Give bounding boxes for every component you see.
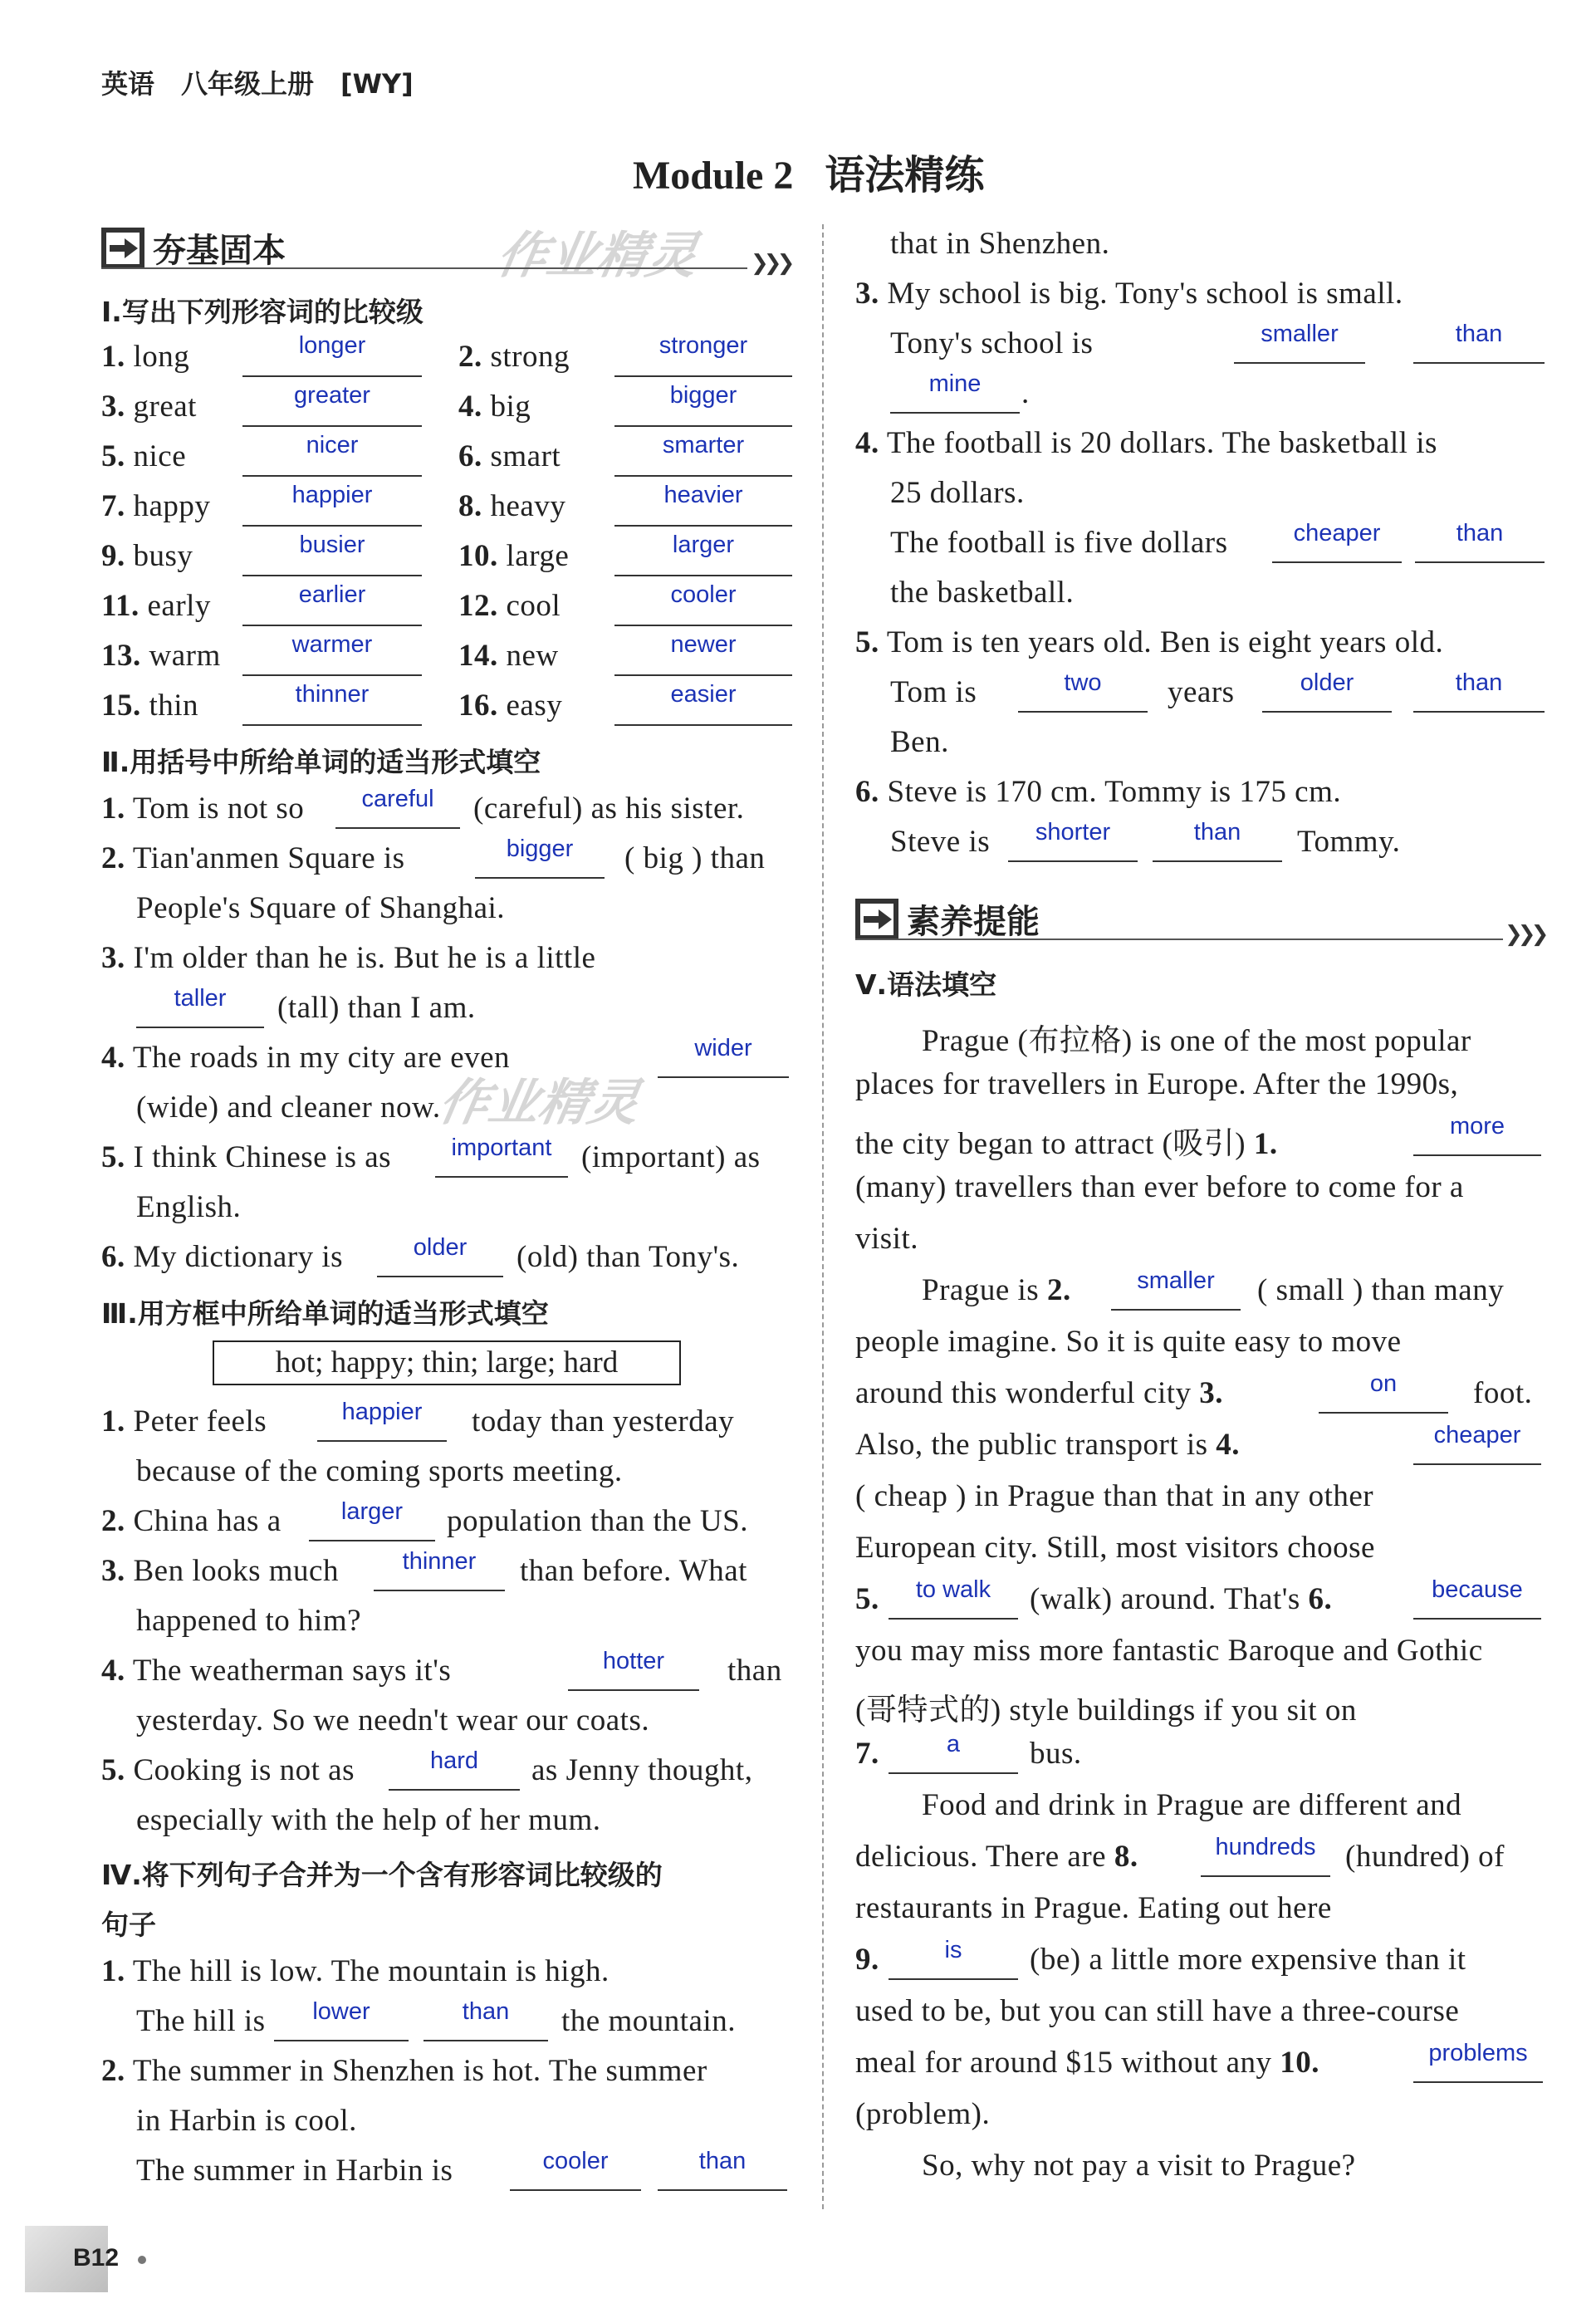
answer-blank[interactable]: taller	[136, 988, 264, 1028]
list-item: 4. big	[458, 390, 531, 424]
answer-blank[interactable]: larger	[614, 535, 792, 576]
part1-heading: Ⅰ.写出下列形容词的比较级	[101, 296, 423, 328]
question-line: (old) than Tony's.	[516, 1240, 740, 1274]
list-item: 14. new	[458, 639, 559, 673]
answer-blank[interactable]: nicer	[242, 435, 422, 477]
passage-line: people imagine. So it is quite easy to move	[855, 1325, 1402, 1359]
passage-line: meal for around $15 without any 10.	[855, 2046, 1320, 2080]
section-header-advance	[855, 895, 1040, 943]
part5-heading: Ⅴ.语法填空	[855, 968, 997, 1001]
answer-blank[interactable]: than	[658, 2151, 787, 2191]
passage-line: Also, the public transport is 4.	[855, 1428, 1241, 1462]
list-item: 11. early	[101, 589, 211, 623]
question-line: 5. Tom is ten years old. Ben is eight years old.	[855, 625, 1444, 659]
question-line: 2. The summer in Shenzhen is hot. The summer	[101, 2054, 707, 2088]
section-title: 素养提能	[907, 903, 1040, 941]
answer-blank[interactable]: important	[435, 1138, 568, 1178]
answer-blank[interactable]: smarter	[614, 435, 792, 477]
answer-blank[interactable]: warmer	[242, 635, 422, 676]
answer-blank[interactable]: than	[1413, 324, 1545, 364]
passage-line: used to be, but you can still have a three-course	[855, 1994, 1460, 2028]
list-item: 13. warm	[101, 639, 221, 673]
answer-blank[interactable]: careful	[335, 789, 460, 829]
page-number: B12	[73, 2244, 120, 2272]
passage-line: restaurants in Prague. Eating out here	[855, 1891, 1332, 1925]
answer-blank[interactable]: heavier	[614, 485, 792, 527]
question-line: Tony's school is	[890, 326, 1094, 360]
part4-heading: Ⅳ.将下列句子合并为一个含有形容词比较级的	[101, 1859, 663, 1891]
passage-line: you may miss more fantastic Baroque and Gothic	[855, 1634, 1483, 1668]
question-line: especially with the help of her mum.	[136, 1803, 601, 1837]
answer-blank[interactable]: older	[377, 1237, 503, 1277]
question-line: (wide) and cleaner now.	[136, 1090, 441, 1125]
question-line: Ben.	[890, 725, 949, 759]
question-line: Tommy.	[1297, 825, 1401, 859]
answer-blank[interactable]: earlier	[242, 585, 422, 626]
answer-blank[interactable]: a	[889, 1734, 1018, 1774]
question-line: today than yesterday	[472, 1404, 735, 1438]
chevron-icon: ❯❯❯	[751, 251, 791, 276]
question-line: 5. Cooking is not as	[101, 1753, 355, 1787]
part4-heading: 句子	[101, 1909, 156, 1941]
book-header: 英语 八年级上册 [WY]	[101, 68, 414, 100]
section-underline	[855, 939, 1503, 940]
question-line: because of the coming sports meeting.	[136, 1454, 623, 1488]
passage-line: European city. Still, most visitors choose	[855, 1531, 1375, 1565]
list-item: 1. long	[101, 340, 190, 374]
list-item: 6. smart	[458, 439, 561, 473]
passage-line: (walk) around. That's 6.	[1030, 1582, 1333, 1616]
passage-line: bus.	[1030, 1737, 1082, 1771]
answer-blank[interactable]: hard	[389, 1751, 520, 1791]
passage-line: places for travellers in Europe. After the 1990s,	[855, 1067, 1459, 1101]
answer-blank[interactable]: than	[1153, 822, 1282, 862]
answer-blank[interactable]: happier	[317, 1402, 447, 1442]
passage-line: (many) travellers than ever before to come for a	[855, 1170, 1464, 1204]
passage-line: Prague (布拉格) is one of the most popular	[922, 1024, 1471, 1058]
question-line: Tom is	[890, 675, 977, 709]
question-line: 2. China has a	[101, 1504, 282, 1538]
question-line: 3. Ben looks much	[101, 1554, 339, 1588]
answer-blank[interactable]: is	[889, 1940, 1018, 1980]
question-line: 4. The roads in my city are even	[101, 1041, 511, 1075]
answer-blank[interactable]: because	[1413, 1580, 1541, 1620]
question-line: years	[1168, 675, 1235, 709]
question-line: population than the US.	[447, 1504, 748, 1538]
question-line: (tall) than I am.	[277, 991, 476, 1025]
passage-line: ( cheap ) in Prague than that in any other	[855, 1479, 1374, 1513]
section-arrow-icon	[101, 228, 144, 269]
section-arrow-icon	[855, 899, 898, 940]
question-line: English.	[136, 1190, 242, 1224]
list-item: 8. heavy	[458, 489, 566, 523]
question-line: 6. My dictionary is	[101, 1240, 344, 1274]
word-box: hot; happy; thin; large; hard	[213, 1340, 681, 1385]
list-item: 16. easy	[458, 689, 563, 723]
question-line: The hill is	[136, 2004, 266, 2038]
module-subtitle: 语法精练	[825, 152, 985, 198]
question-line: Steve is	[890, 825, 991, 859]
answer-blank[interactable]: than	[423, 2002, 548, 2041]
question-line: than before. What	[520, 1554, 747, 1588]
question-line: 1. The hill is low. The mountain is high.	[101, 1954, 610, 1988]
question-line: that in Shenzhen.	[890, 227, 1110, 261]
answer-blank[interactable]: stronger	[614, 336, 792, 377]
list-item: 15. thin	[101, 689, 199, 723]
question-line: .	[1021, 376, 1030, 410]
page-dot	[138, 2256, 146, 2264]
page-title	[633, 143, 984, 200]
answer-blank[interactable]: cheaper	[1413, 1425, 1541, 1465]
part3-heading: Ⅲ.用方框中所给单词的适当形式填空	[101, 1297, 549, 1330]
passage-line: around this wonderful city 3.	[855, 1376, 1223, 1410]
module-label: Module 2	[633, 154, 794, 198]
answer-blank[interactable]: hotter	[568, 1651, 699, 1691]
question-line: ( big ) than	[624, 841, 766, 875]
answer-blank[interactable]: happier	[242, 485, 422, 527]
question-line: 1. Peter feels	[101, 1404, 267, 1438]
passage-line: So, why not pay a visit to Prague?	[922, 2149, 1356, 2183]
passage-line: (哥特式的) style buildings if you sit on	[855, 1693, 1357, 1728]
question-line: The football is five dollars	[890, 526, 1228, 560]
answer-blank[interactable]: mine	[890, 374, 1020, 414]
list-item: 12. cool	[458, 589, 561, 623]
question-line: 25 dollars.	[890, 476, 1025, 510]
answer-blank[interactable]: wider	[658, 1038, 789, 1078]
question-line: 4. The weatherman says it's	[101, 1654, 452, 1688]
passage-line: delicious. There are 8.	[855, 1840, 1138, 1874]
answer-blank[interactable]: problems	[1413, 2043, 1543, 2083]
question-line: (careful) as his sister.	[473, 791, 745, 826]
answer-blank[interactable]: greater	[242, 385, 422, 427]
passage-line: 9.	[855, 1943, 879, 1977]
list-item: 10. large	[458, 539, 570, 573]
passage-line: (problem).	[855, 2097, 991, 2131]
question-line: happened to him?	[136, 1604, 362, 1638]
question-line: 5. I think Chinese is as	[101, 1140, 392, 1174]
answer-blank[interactable]: cooler	[510, 2151, 641, 2191]
question-line: People's Square of Shanghai.	[136, 891, 506, 925]
question-line: 3. I'm older than he is. But he is a little	[101, 941, 596, 975]
answer-blank[interactable]: smaller	[1111, 1271, 1241, 1311]
answer-blank[interactable]: more	[1413, 1116, 1541, 1156]
passage-line: foot.	[1473, 1376, 1533, 1410]
answer-blank[interactable]: older	[1262, 673, 1392, 713]
passage-line: 7.	[855, 1737, 879, 1771]
answer-blank[interactable]: hundreds	[1201, 1837, 1330, 1877]
answer-blank[interactable]: thinner	[242, 684, 422, 726]
answer-blank[interactable]: cheaper	[1272, 523, 1402, 563]
question-line: in Harbin is cool.	[136, 2104, 357, 2138]
question-line: yesterday. So we needn't wear our coats.	[136, 1703, 650, 1737]
question-line: 2. Tian'anmen Square is	[101, 841, 405, 875]
chevron-icon: ❯❯❯	[1505, 922, 1545, 947]
answer-blank[interactable]: thinner	[374, 1551, 505, 1591]
list-item: 9. busy	[101, 539, 193, 573]
answer-blank[interactable]: shorter	[1008, 822, 1138, 862]
passage-line: (hundred) of	[1345, 1840, 1505, 1874]
section-underline	[101, 267, 747, 269]
answer-blank[interactable]: on	[1319, 1374, 1448, 1414]
answer-blank[interactable]: lower	[274, 2002, 409, 2041]
list-item: 2. strong	[458, 340, 570, 374]
answer-blank[interactable]: cooler	[614, 585, 792, 626]
answer-blank[interactable]: easier	[614, 684, 792, 726]
question-line: than	[727, 1654, 782, 1688]
part2-heading: Ⅱ.用括号中所给单词的适当形式填空	[101, 746, 541, 778]
question-line: the mountain.	[561, 2004, 736, 2038]
list-item: 3. great	[101, 390, 197, 424]
answer-blank[interactable]: than	[1413, 673, 1545, 713]
question-line: 3. My school is big. Tony's school is small.	[855, 277, 1403, 311]
question-line: (important) as	[581, 1140, 761, 1174]
answer-blank[interactable]: to walk	[889, 1580, 1018, 1620]
question-line: the basketball.	[890, 576, 1075, 610]
question-line: as Jenny thought,	[531, 1753, 753, 1787]
section-header-foundation	[101, 224, 286, 272]
column-divider	[822, 224, 824, 2209]
passage-line: 5.	[855, 1582, 879, 1616]
passage-line: visit.	[855, 1222, 918, 1256]
question-line: 6. Steve is 170 cm. Tommy is 175 cm.	[855, 775, 1342, 809]
answer-blank[interactable]: bigger	[614, 385, 792, 427]
watermark: 作业精灵	[492, 227, 703, 285]
answer-blank[interactable]: bigger	[475, 839, 605, 879]
answer-blank[interactable]: larger	[309, 1502, 435, 1541]
watermark: 作业精灵	[433, 1074, 644, 1132]
passage-line: Prague is 2.	[922, 1273, 1071, 1307]
question-line: 1. Tom is not so	[101, 791, 305, 826]
answer-blank[interactable]: busier	[242, 535, 422, 576]
answer-blank[interactable]: than	[1415, 523, 1545, 563]
question-line: The summer in Harbin is	[136, 2154, 453, 2188]
passage-line: (be) a little more expensive than it	[1030, 1943, 1466, 1977]
answer-blank[interactable]: longer	[242, 336, 422, 377]
passage-line: the city began to attract (吸引) 1.	[855, 1127, 1278, 1161]
answer-blank[interactable]: newer	[614, 635, 792, 676]
passage-line: ( small ) than many	[1257, 1273, 1505, 1307]
question-line: 4. The football is 20 dollars. The basketball is	[855, 426, 1437, 460]
list-item: 5. nice	[101, 439, 187, 473]
section-title: 夯基固本	[153, 232, 286, 270]
answer-blank[interactable]: smaller	[1234, 324, 1365, 364]
list-item: 7. happy	[101, 489, 211, 523]
passage-line: Food and drink in Prague are different and	[922, 1788, 1462, 1822]
answer-blank[interactable]: two	[1018, 673, 1148, 713]
